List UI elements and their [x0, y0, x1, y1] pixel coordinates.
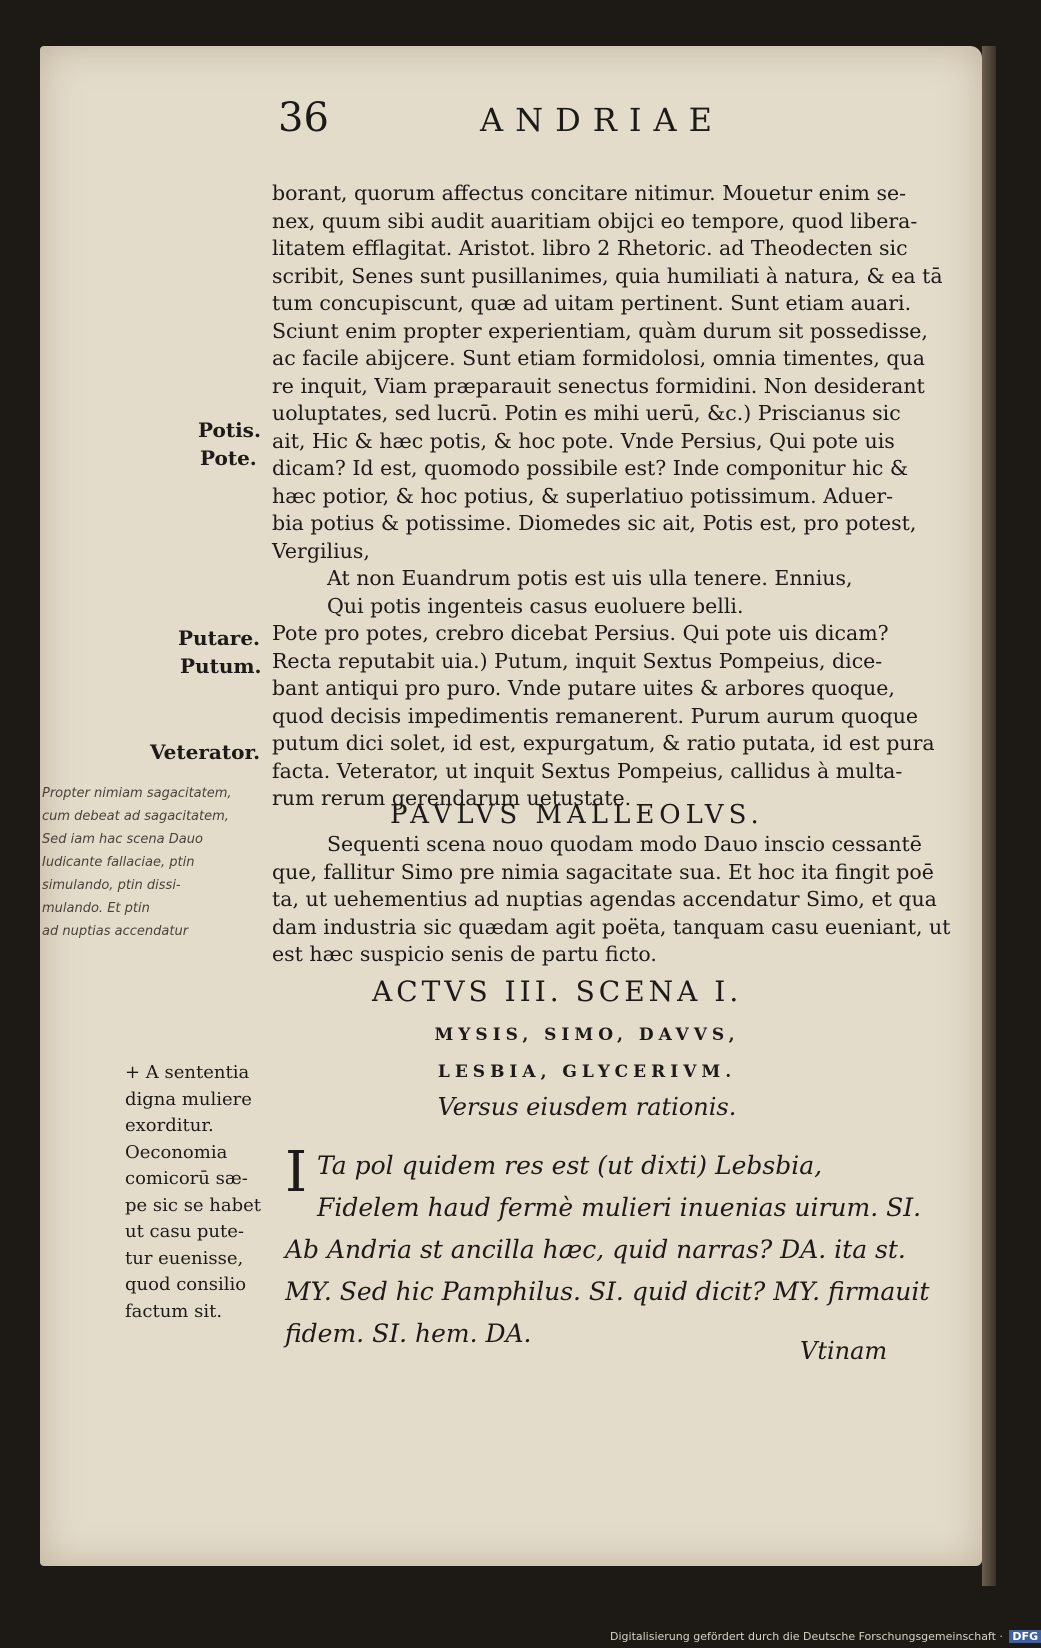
- text-line: rum rerum gerendarum uetustate.: [272, 786, 632, 810]
- handwritten-line: cum debeat ad sagacitatem,: [42, 809, 229, 824]
- text-line: hæc potior, & hoc potius, & superlatiuo potissimum. Aduer-: [272, 483, 894, 508]
- text-line: scribit, Senes sunt pusillanimes, quia humiliati à natura, & ea tā: [272, 263, 943, 288]
- side-note-line: tur euenisse,: [125, 1247, 244, 1269]
- catchword: Vtinam: [800, 1337, 888, 1365]
- side-note-line: Oeconomia: [125, 1141, 228, 1163]
- verse-line: Fidelem haud fermè mulieri inuenias uirum. SI.: [317, 1193, 922, 1222]
- quote-line: At non Euandrum potis est uis ulla tenere. Ennius,: [327, 566, 853, 590]
- text-line: tum concupiscunt, quæ ad uitam pertinent. Sunt etiam auari.: [272, 291, 912, 315]
- drop-cap: I: [285, 1140, 308, 1205]
- side-note-line: exorditur.: [125, 1115, 214, 1136]
- running-title: ANDRIAE: [480, 101, 724, 139]
- margin-note-potis: Potis.: [198, 418, 261, 442]
- verse-line: MY. Sed hic Pamphilus. SI. quid dicit? MY. firmauit: [285, 1277, 930, 1306]
- verse-text: [285, 1140, 930, 1355]
- text-line: re inquit, Viam præparauit senectus formidini. Non desiderant: [272, 373, 925, 398]
- margin-note-pote: Pote.: [200, 446, 257, 470]
- page-number: 36: [278, 95, 329, 141]
- side-note-line: digna muliere: [125, 1088, 252, 1110]
- page-edge: [982, 46, 996, 1586]
- text-line: bant antiqui pro puro. Vnde putare uites & arbores quoque,: [272, 676, 895, 700]
- side-note-line: ut casu pute-: [125, 1221, 244, 1242]
- text-line: Recta reputabit uia.) Putum, inquit Sextus Pompeius, dice-: [272, 648, 883, 673]
- text-line: nex, quum sibi audit auaritiam obijci eo tempore, quod libera-: [272, 208, 918, 233]
- text-line: ta, ut uehementius ad nuptias agendas accendatur Simo, et qua: [272, 887, 937, 911]
- text-line: uoluptates, sed lucrū. Potin es mihi uerū, &c.) Priscianus sic: [272, 401, 901, 425]
- side-note-line: + A sententia: [125, 1062, 250, 1083]
- side-note-line: factum sit.: [125, 1300, 223, 1322]
- footer-credit: [610, 1630, 1041, 1643]
- text-line: facta. Veterator, ut inquit Sextus Pompeius, callidus à multa-: [272, 758, 903, 783]
- dramatis-personae: LESBIA, GLYCERIVM.: [437, 1062, 737, 1082]
- author-heading: PAVLVS MALLEOLVS.: [390, 800, 764, 830]
- text-line: Vergilius,: [272, 538, 370, 563]
- text-line: ac facile abijcere. Sunt etiam formidolosi, omnia timentes, qua: [272, 346, 925, 370]
- commentary-text: [272, 180, 943, 813]
- scene-argument: [272, 830, 951, 968]
- text-line: litatem efflagitat. Aristot. libro 2 Rhetoric. ad Theodecten sic: [272, 236, 908, 260]
- text-line: putum dici solet, id est, expurgatum, & ratio putata, id est pura: [272, 731, 935, 755]
- margin-note-putum: Putum.: [180, 654, 262, 678]
- text-line: Pote pro potes, crebro dicebat Persius. Qui pote uis dicam?: [272, 621, 889, 645]
- versus-heading: Versus eiusdem rationis.: [437, 1093, 737, 1121]
- verse-line: Ab Andria st ancilla hæc, quid narras? DA. ita st.: [285, 1235, 906, 1264]
- text-line: Sciunt enim propter experientiam, quàm durum sit possedisse,: [272, 318, 928, 343]
- footer-text: Digitalisierung gefördert durch die Deutsche Forschungsgemeinschaft ·: [610, 1630, 1003, 1643]
- verse-line: fidem. SI. hem. DA.: [285, 1319, 532, 1348]
- side-note-line: quod consilio: [125, 1274, 247, 1295]
- side-note-line: pe sic se habet: [125, 1194, 262, 1216]
- text-line: bia potius & potissime. Diomedes sic ait, Potis est, pro potest,: [272, 511, 917, 535]
- quote-line: Qui potis ingenteis casus euoluere belli.: [327, 593, 744, 618]
- handwritten-line: Iudicante fallaciae, ptin: [42, 855, 195, 870]
- handwritten-line: ad nuptias accendatur: [42, 924, 189, 939]
- text-line: que, fallitur Simo pre nimia sagacitate sua. Et hoc ita fingit poē: [272, 859, 934, 884]
- page-header: [0, 95, 1000, 145]
- handwritten-line: Sed iam hac scena Dauo: [42, 832, 203, 847]
- text-line: quod decisis impedimentis remanerent. Purum aurum quoque: [272, 703, 919, 728]
- verse-line: Ta pol quidem res est (ut dixti) Lebsbia,: [317, 1151, 823, 1180]
- dramatis-personae: MYSIS, SIMO, DAVVS,: [434, 1025, 740, 1045]
- text-line: borant, quorum affectus concitare nitimur. Mouetur enim se-: [272, 181, 907, 205]
- text-line: Sequenti scena nouo quodam modo Dauo inscio cessantē: [327, 832, 922, 856]
- margin-note-putare: Putare.: [178, 626, 261, 650]
- side-note-line: comicorū sæ-: [125, 1168, 248, 1189]
- act-heading: ACTVS III. SCENA I.: [372, 975, 743, 1008]
- handwritten-line: Propter nimiam sagacitatem,: [42, 786, 232, 801]
- side-note: [125, 1060, 275, 1325]
- text-line: est hæc suspicio senis de partu ficto.: [272, 942, 657, 966]
- text-line: dam industria sic quædam agit poëta, tanquam casu eueniant, ut: [272, 914, 951, 939]
- handwritten-line: simulando, ptin dissi-: [42, 878, 181, 893]
- text-line: ait, Hic & hæc potis, & hoc pote. Vnde Persius, Qui pote uis: [272, 428, 895, 453]
- handwritten-annotation: [42, 782, 272, 943]
- margin-note-veterator: Veterator.: [150, 740, 261, 764]
- dfg-logo: DFG: [1009, 1630, 1041, 1643]
- handwritten-line: mulando. Et ptin: [42, 901, 150, 916]
- text-line: dicam? Id est, quomodo possibile est? Inde componitur hic &: [272, 456, 909, 480]
